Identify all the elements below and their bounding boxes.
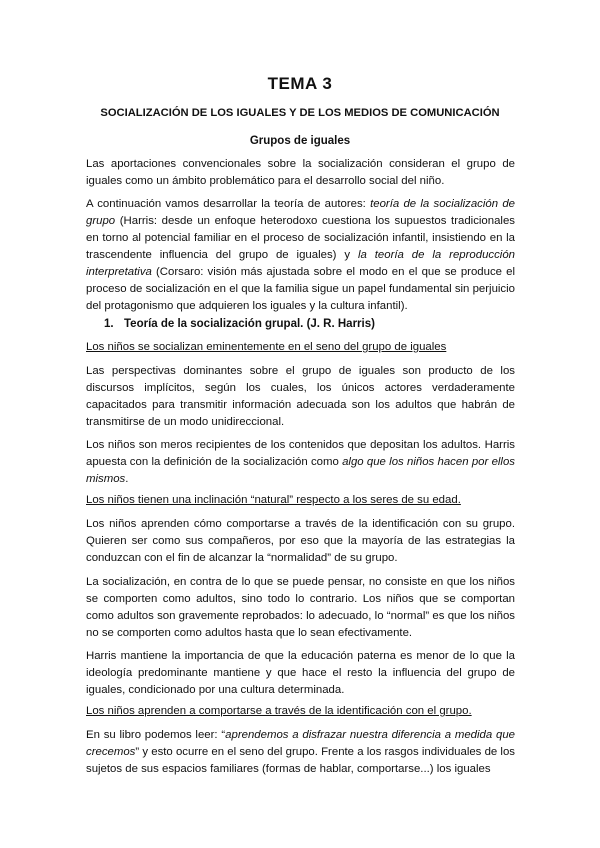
numbered-heading-1 [104, 318, 524, 330]
underlined-subheading-2: Los niños tienen una inclinación “natural” respecto a los seres de su edad. [86, 494, 461, 506]
italic-quote: algo que los niños hacen por ellos mismos [86, 456, 515, 485]
body-paragraph-6: En su libro podemos leer: “aprendemos a disfrazar nuestra diferencia a medida que crecemos” y esto ocurre en el seno del grupo. Frente a los rasgos individuales de los sujetos de sus espacios familiares (formas de hablar, comportarse...) los iguales [86, 729, 515, 775]
body-paragraph-3: Los niños aprenden cómo comportarse a través de la identificación con su grupo. Quieren ser como sus compañeros, por eso que la mayoría de las estrategias la conduzcan con el fin de alcanzar la “normalidad” de su grupo. [86, 518, 515, 564]
heading-text: Teoría de la socialización grupal. (J. R. Harris) [124, 318, 375, 330]
theory-name-harris: teoría de la socialización de grupo [86, 198, 515, 227]
chapter-subtitle: SOCIALIZACIÓN DE LOS IGUALES Y DE LOS MEDIOS DE COMUNICACIÓN [100, 107, 500, 119]
heading-number: 1. [104, 318, 114, 330]
underlined-subheading-1: Los niños se socializan eminentemente en el seno del grupo de iguales [86, 341, 447, 353]
theory-name-corsaro: la teoría de la reproducción interpretativa [86, 249, 515, 278]
underlined-subheading-3: Los niños aprenden a comportarse a través de la identificación con el grupo. [86, 705, 472, 717]
section-heading: Grupos de iguales [249, 135, 351, 147]
body-paragraph-4: La socialización, en contra de lo que se puede pensar, no consiste en que los niños se comporten como adultos, sino todo lo contrario. Los niños que se comportan como adultos son gravemente reprobados: lo adecuado, lo “normal” es que los niños no se comporten como adultos hasta que lo sean efectivamente. [86, 576, 515, 639]
body-paragraph-5: Harris mantiene la importancia de que la educación paterna es menor de lo que la ideología predominante mantiene y que hace el resto la influencia del grupo de iguales, condicionado por una cultura determinada. [86, 650, 515, 696]
italic-book-quote: aprendemos a disfrazar nuestra diferencia a medida que crecemos [86, 729, 515, 758]
body-paragraph-1: Las perspectivas dominantes sobre el grupo de iguales son producto de los discursos implícitos, según los cuales, los únicos actores verdaderamente capacitados para transmitir información adecuada son los adultos que habrán de transmitirse de un modo unidireccional. [86, 365, 515, 428]
intro-paragraph-2: A continuación vamos desarrollar la teoría de autores: teoría de la socialización de grupo (Harris: desde un enfoque heterodoxo cuestiona los supuestos tradicionales en torno al potencial familiar en el proceso de socialización infantil, insistiendo en la trascendente influencia del grupo de iguales) y la teoría de la reproducción interpretativa (Corsaro: visión más ajustada sobre el modo en el que se produce el proceso de socialización en el que la familia sigue un papel fundamental sin perjuicio del protagonismo que adquieren los iguales y la cultura infantil). [86, 198, 515, 312]
intro-paragraph-1: Las aportaciones convencionales sobre la socialización consideran el grupo de iguales como un ámbito problemático para el desarrollo social del niño. [86, 158, 515, 187]
body-paragraph-2: Los niños son meros recipientes de los contenidos que depositan los adultos. Harris apuesta con la definición de la socialización como algo que los niños hacen por ellos mismos. [86, 439, 515, 485]
document-title: TEMA 3 [267, 74, 333, 93]
